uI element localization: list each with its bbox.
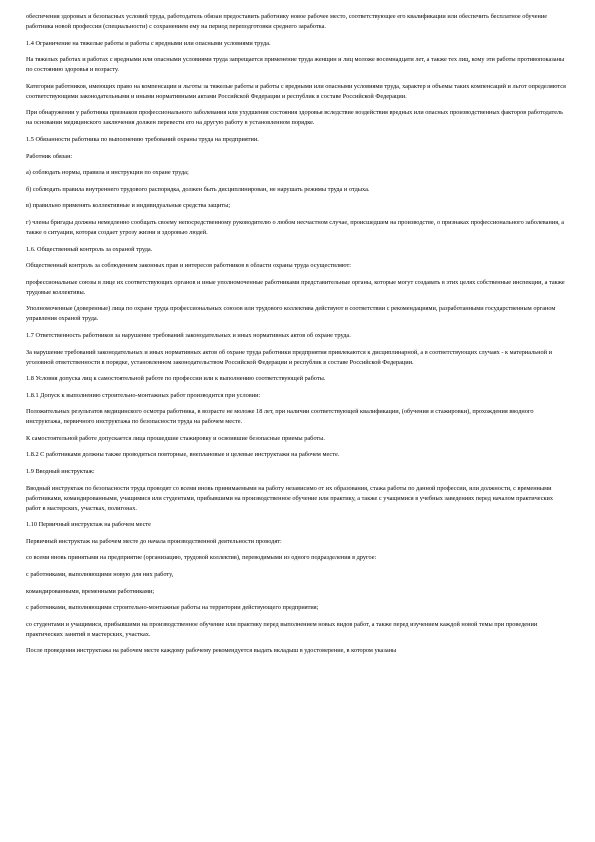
list-item-v: в) правильно применять коллективные и индивидуальные средства защиты; xyxy=(26,202,231,210)
paragraph-compensation-categories: Категории работников, имеющих право на компенсации и льготы за тяжелые работы и работы с вредными или опасными условиями труда, характер и объемы таких компенсаций и льгот определяются соответствующими законодательными и иными нормативными актами Российской Федерации и республик в составе Российской Федерации. xyxy=(26,82,566,100)
paragraph-independent-work: К самостоятельной работе допускается лица прошедшие стажировку и освоившие безопасные приемы работы. xyxy=(26,434,325,442)
paragraph-hazardous-work-restrictions: На тяжелых работах и работах с вредными или опасными условиями труда запрещается применение труда женщин и лиц моложе восемнадцати лет, а также тех лиц, кому эти работы противопоказаны по состоянию здоровья и возрасту. xyxy=(26,56,565,74)
section-heading-1-8: 1.8 Условия допуска лиц к самостоятельной работе по профессии или к выполнению соответствующей работы. xyxy=(26,375,326,383)
list-item-new-work: с работниками, выполняющими новую для них работу, xyxy=(26,571,174,579)
list-item-seconded: командированными, временными работниками; xyxy=(26,587,155,595)
section-heading-1-8-1: 1.8.1 Допуск к выполнению строительно-монтажных работ производится при условии: xyxy=(26,391,261,399)
paragraph-admission-conditions: Положительных результатов медицинского осмотра работника, в возрасте не моложе 18 лет, при наличии соответствующей квалификации, (обучения и стажировки), прохождения вводного инструктажа, первичного инструктажа по безопасности труда на рабочем месте. xyxy=(26,408,534,426)
list-item-a: а) соблюдать нормы, правила и инструкции по охране труда; xyxy=(26,169,189,177)
paragraph-continuation-retraining: обеспечения здоровых и безопасных условий труда, работодатель обязан предоставить работнику новое рабочее место, соответствующее его квалификации или обеспечить бесплатное обучение работника новой профессии (специальности) с сохранением ему на период переподготовки среднего заработка. xyxy=(26,13,548,30)
section-heading-1-5: 1.5 Обязанности работника по выполнению требований охраны труда на предприятии. xyxy=(26,135,259,143)
list-item-new-employees: со всеми вновь принятыми на предприятие (организацию, трудовой коллектив), переводимыми из одного подразделения в другое: xyxy=(26,554,377,562)
section-heading-1-10: 1.10 Первичный инструктаж на рабочем месте xyxy=(26,521,151,529)
list-item-students: со студентами и учащимися, прибывшими на производственное обучение или практику перед выполнением новых видов работ, а также перед изучением каждой новой темы при проведении практических занятий в мастерских, участках. xyxy=(26,620,538,638)
paragraph-trade-unions: профессиональные союзы в лице их соответствующих органов и иные уполномоченные работниками представительные органы, которые могут создавать в этих целях собственные инспекции, а также трудовые коллективы. xyxy=(26,278,565,296)
paragraph-occupational-disease-transfer: При обнаружении у работника признаков профессионального заболевания или ухудшения состояния здоровья вследствие воздействия вредных или опасных производственных факторов работодатель на основании медицинского заключения должен перевести его на другую работу в установленном порядке. xyxy=(26,109,564,127)
paragraph-worker-obliged: Работник обязан: xyxy=(26,152,73,160)
section-heading-1-8-2: 1.8.2 С работниками должны также проводиться повторные, внеплановые и целевые инструктажи на рабочем месте. xyxy=(26,451,340,459)
section-heading-1-6: 1.6. Общественный контроль за охраной труда. xyxy=(26,245,153,253)
section-heading-1-7: 1.7 Ответственность работников за нарушение требований законодательных и иных нормативных актов об охране труда. xyxy=(26,331,351,339)
list-item-construction-workers: с работниками, выполняющими строительно-монтажные работы на территории действующего предприятия; xyxy=(26,604,319,612)
paragraph-authorized-persons: Уполномоченные (доверенные) лица по охране труда профессиональных союзов или трудового коллектива действуют в соответствии с рекомендациями, разработанными государственным органом управления охраной труда. xyxy=(26,305,556,323)
section-heading-1-9: 1.9 Вводный инструктаж: xyxy=(26,468,95,476)
paragraph-primary-briefing: Первичный инструктаж на рабочем месте до начала производственной деятельности проводят: xyxy=(26,537,282,545)
list-item-g: г) члены бригады должны немедленно сообщать своему непосредственному руководителю о любом несчастном случае, происшедшем на производстве, о признаках профессионального заболевания, а также о ситуации, которая создает угрозу жизни и здоровью людей. xyxy=(26,218,565,236)
list-item-b: б) соблюдать правила внутреннего трудового распорядка, должен быть дисциплинирован, не нарушать режимы труда и отдыха. xyxy=(26,185,370,193)
section-heading-1-4: 1.4 Ограничение на тяжелые работы и работы с вредными или опасными условиями труда. xyxy=(26,39,271,47)
paragraph-public-control: Общественный контроль за соблюдением законных прав и интересов работников в области охраны труда осуществляют: xyxy=(26,262,351,270)
paragraph-liability: За нарушение требований законодательных и иных нормативных актов об охране труда работники предприятия привлекаются к дисциплинарной, а в соответствующих случаях - к материальной и уголовной ответственности в порядке, установленном законодательством Российской Федерации и республик в составе Российской Федерации. xyxy=(26,348,552,366)
paragraph-introductory-briefing: Вводный инструктаж по безопасности труда проводят со всеми вновь принимаемыми на работу независимо от их образования, стажа работы по данной профессии, или должности, с временными работниками, командированными, учащимися или студентами, прибывшими на производственное обучение или практику, а также с учащимися в учебных заведениях перед началом практических работ в мастерских, участках, полигонах. xyxy=(26,484,554,512)
paragraph-after-briefing: После проведения инструктажа на рабочем месте каждому рабочему рекомендуется выдать вкладыш в удостоверение, в котором указаны xyxy=(26,647,397,655)
